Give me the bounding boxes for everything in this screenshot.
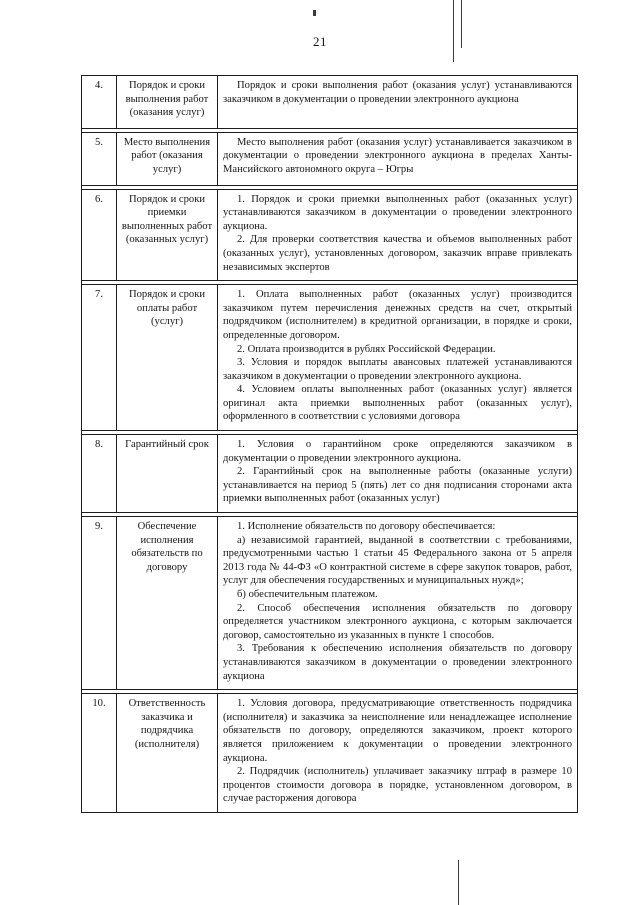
row-title-cell (117, 435, 218, 513)
row-number-cell (82, 694, 117, 813)
row-content-cell (218, 435, 578, 513)
row-title: Место выполнения работ (оказания услуг) (123, 136, 211, 175)
row-number-cell (82, 285, 117, 431)
row-number: 4. (95, 80, 103, 91)
table-row (82, 285, 578, 431)
row-title: Ответственность заказчика и подрядчика (исполнителя) (128, 698, 206, 750)
row-number: 9. (95, 521, 103, 533)
row-content-cell (218, 694, 578, 813)
binding-line-top (453, 0, 454, 62)
binding-line-bottom (458, 860, 459, 905)
content-paragraph: 1. Оплата выполненных работ (оказанных услуг) производится заказчиком путем перечисления денежных средств на счет, открытый подрядчиком (исполнителем) в кредитной организации, в порядке и сроки, определенные договором. (223, 289, 572, 341)
table-row (82, 76, 578, 129)
row-content-cell (218, 189, 578, 281)
row-title: Порядок и сроки приемки выполненных работ (оказанных услуг) (121, 193, 213, 246)
scan-speck (313, 10, 316, 16)
row-number: 5. (95, 136, 103, 148)
row-content-cell (218, 285, 578, 431)
table-row (82, 435, 578, 513)
content-paragraph: Место выполнения работ (оказания услуг) устанавливается заказчиком в документации о проведении электронного аукциона в пределах Ханты-Мансийского автономного округа – Югры (223, 136, 572, 175)
content-paragraph: 2. Способ обеспечения исполнения обязательств по договору определяется участником электронного аукциона, с которым заключается договор, самостоятельно из указанных в пункте 1 способов. (223, 602, 572, 641)
row-content-cell (218, 132, 578, 185)
content-paragraph: 3. Условия и порядок выплаты авансовых платежей устанавливаются заказчиком в документации о проведении электронного аукциона. (223, 357, 572, 382)
row-number-cell (82, 517, 117, 690)
row-title: Порядок и сроки оплаты работ (услуг) (128, 289, 206, 328)
content-paragraph: 1. Порядок и сроки приемки выполненных работ (оказанных услуг) устанавливаются заказчиком в документации о проведении электронного аукциона. (223, 193, 572, 232)
row-title: Обеспечение исполнения обязательств по договору (131, 521, 203, 573)
table-row (82, 694, 578, 813)
row-number-cell (82, 76, 117, 129)
row-number-cell (82, 132, 117, 185)
content-paragraph: 1. Исполнение обязательств по договору обеспечивается: (237, 521, 496, 533)
content-paragraph: 2. Подрядчик (исполнитель) уплачивает заказчику штраф в размере 10 процентов стоимости договора в порядке, установленном договором, в случае расторжения договора (223, 766, 572, 805)
row-number: 6. (95, 193, 103, 205)
row-number-cell (82, 435, 117, 513)
content-paragraph: 1. Условия о гарантийном сроке определяются заказчиком в документации о проведении электронного аукциона. (223, 439, 572, 464)
row-title: Порядок и сроки выполнения работ (оказания услуг) (125, 80, 209, 119)
row-title-cell (117, 285, 218, 431)
table-row (82, 189, 578, 281)
content-paragraph: 2. Оплата производится в рублях Российской Федерации. (237, 343, 496, 355)
content-paragraph: 3. Требования к обеспечению исполнения обязательств по договору устанавливаются заказчиком в документации о проведении электронного аукциона (223, 643, 572, 682)
content-paragraph: а) независимой гарантией, выданной в соответствии с требованиями, предусмотренными частью 1 статьи 45 Федерального закона от 5 апреля 2013 года № 44-ФЗ «О контрактной системе в сфере закупок товаров, работ, услуг для обеспечения государственных и муниципальных нужд»; (223, 534, 572, 587)
content-paragraph: б) обеспечительным платежом. (237, 589, 378, 600)
content-paragraph: 4. Условием оплаты выполненных работ (оказанных услуг) является оригинал акта приемки выполненных работ (оказанных услуг), оформленного в соответствии с условиями договора (223, 384, 572, 423)
table-row (82, 132, 578, 185)
row-title-cell (117, 132, 218, 185)
row-content-cell (218, 76, 578, 129)
row-number: 10. (92, 698, 106, 710)
content-paragraph: 2. Гарантийный срок на выполненные работы (оказанные услуги) устанавливается на период 5 (пять) лет со дня подписания сторонами акта приемки выполненных работ (оказанных услуг) (223, 466, 572, 505)
row-number: 7. (95, 289, 103, 301)
row-title: Гарантийный срок (125, 439, 209, 451)
row-title-cell (117, 517, 218, 690)
table-row (82, 517, 578, 690)
requirements-table (81, 75, 578, 813)
row-title-cell (117, 76, 218, 129)
content-paragraph: Порядок и сроки выполнения работ (оказания услуг) устанавливаются заказчиком в документации о проведении электронного аукциона (223, 80, 572, 105)
row-title-cell (117, 189, 218, 281)
row-number: 8. (95, 439, 103, 451)
row-number-cell (82, 189, 117, 281)
content-paragraph: 2. Для проверки соответствия качества и объемов выполненных работ (оказанных услуг), установленных договором, заказчик вправе привлекать независимых экспертов (223, 234, 572, 273)
row-title-cell (117, 694, 218, 813)
row-content-cell (218, 517, 578, 690)
page-number: 21 (313, 34, 327, 49)
content-paragraph: 1. Условия договора, предусматривающие ответственность подрядчика (исполнителя) и заказчика за неисполнение или ненадлежащее исполнение обязательств по договору, определяются заказчиком, проект которого является приложением к документации о проведении электронного аукциона. (223, 698, 572, 764)
